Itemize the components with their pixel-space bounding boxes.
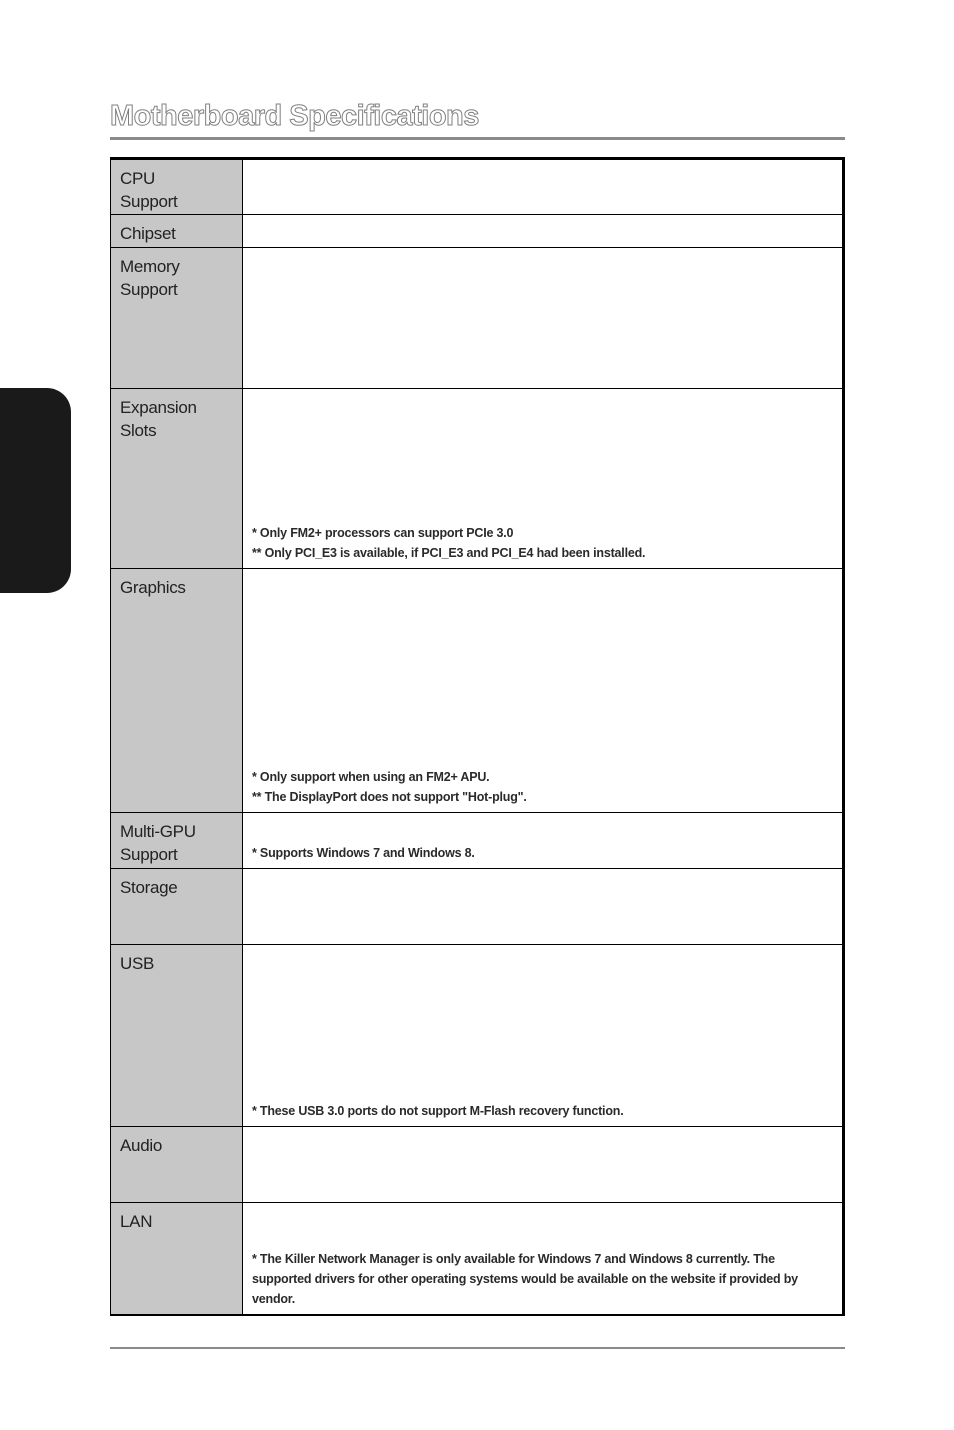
chapter-side-tab: [0, 388, 71, 593]
title-underline: [110, 137, 845, 140]
spec-notes: [252, 1249, 828, 1309]
spec-value: [243, 1127, 844, 1203]
spec-value: [243, 389, 844, 569]
spec-value: [243, 159, 844, 215]
spec-notes: [252, 1101, 828, 1121]
spec-label: LAN: [111, 1203, 243, 1315]
spec-label: USB: [111, 945, 243, 1127]
spec-notes: [252, 523, 828, 563]
spec-label: Memory Support: [111, 248, 243, 389]
spec-notes: [252, 767, 828, 807]
footnote: ** Only PCI_E3 is available, if PCI_E3 and PCI_E4 had been installed.: [252, 546, 646, 560]
spec-row-usb: [111, 945, 844, 1127]
footer-rule: [110, 1347, 845, 1349]
footnote: * Only support when using an FM2+ APU.: [252, 770, 490, 784]
spec-row-cpu-support: [111, 159, 844, 215]
spec-label: Expansion Slots: [111, 389, 243, 569]
spec-row-lan: [111, 1203, 844, 1315]
spec-table: [110, 157, 845, 1316]
spec-value: [243, 945, 844, 1127]
spec-value: [243, 569, 844, 813]
spec-row-storage: [111, 869, 844, 945]
spec-label: Graphics: [111, 569, 243, 813]
spec-row-memory-support: [111, 248, 844, 389]
footnote: * Supports Windows 7 and Windows 8.: [252, 846, 475, 860]
spec-label: Storage: [111, 869, 243, 945]
spec-row-audio: [111, 1127, 844, 1203]
spec-notes: [252, 843, 828, 863]
spec-label: CPU Support: [111, 159, 243, 215]
spec-value: [243, 813, 844, 869]
spec-row-expansion-slots: [111, 389, 844, 569]
spec-row-multi-gpu-support: [111, 813, 844, 869]
spec-label: Chipset: [111, 215, 243, 248]
footnote: * Only FM2+ processors can support PCIe 3.0: [252, 526, 514, 540]
spec-value: [243, 869, 844, 945]
footnote: * These USB 3.0 ports do not support M-Flash recovery function.: [252, 1104, 624, 1118]
footnote: ** The DisplayPort does not support "Hot-plug".: [252, 790, 527, 804]
spec-value: [243, 1203, 844, 1315]
spec-label: Audio: [111, 1127, 243, 1203]
spec-value: [243, 248, 844, 389]
spec-row-graphics: [111, 569, 844, 813]
spec-label: Multi-GPU Support: [111, 813, 243, 869]
footnote: * The Killer Network Manager is only available for Windows 7 and Windows 8 currently. The supported drivers for other operating systems would be available on the website if provided by vendor.: [252, 1251, 798, 1306]
page-title: Motherboard Specifications: [110, 100, 479, 132]
spec-row-chipset: [111, 215, 844, 248]
spec-value: [243, 215, 844, 248]
